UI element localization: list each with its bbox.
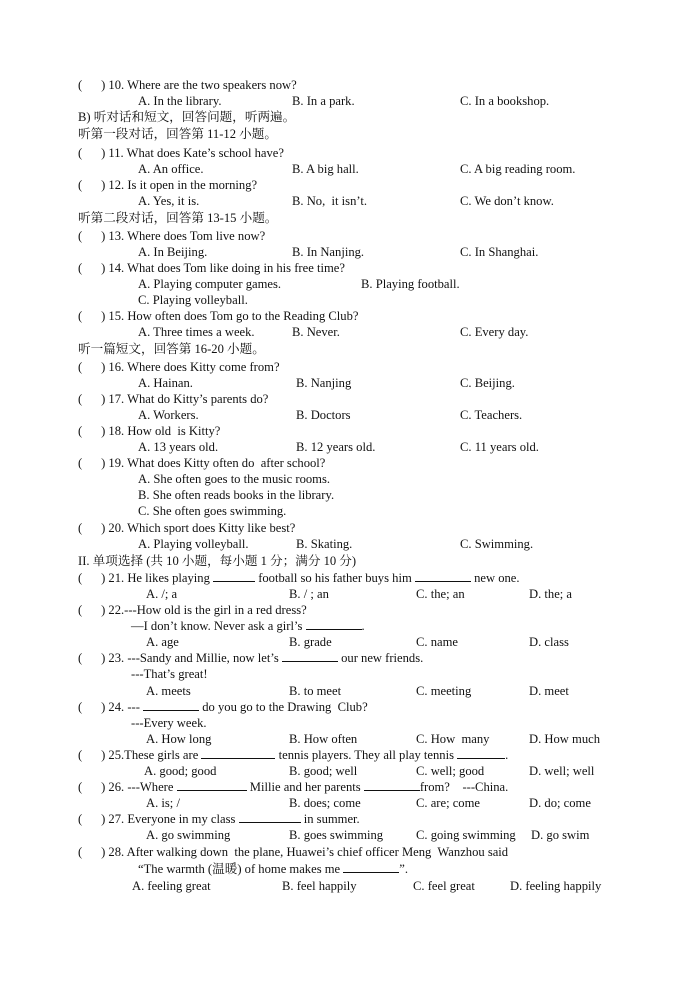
question-text: ---Sandy and Millie, now let’s: [127, 651, 279, 665]
question-text: ”.: [399, 862, 409, 876]
option-a: A. /; a: [146, 587, 178, 601]
question-23-line-2: ---That’s great!: [131, 667, 208, 681]
option-c: C. the; an: [416, 587, 465, 601]
option-d: D. well; well: [529, 764, 595, 778]
question-24-line-2: ---Every week.: [131, 716, 207, 730]
option-b: B. No, it isn’t.: [292, 194, 367, 208]
question-text: our new friends.: [341, 651, 424, 665]
question-text: After walking down the plane, Huawei’s chief officer Meng Wanzhou said: [126, 845, 509, 859]
option-c: C. feel great: [413, 879, 475, 893]
option-c: C. We don’t know.: [460, 194, 554, 208]
option-a: A. Three times a week.: [138, 325, 255, 339]
question-number: ( ) 21.: [78, 571, 125, 585]
question-text: ---: [127, 700, 140, 714]
question-28: [78, 844, 508, 860]
option-a: A. good; good: [144, 764, 217, 778]
question-text: new one.: [474, 571, 520, 585]
answer-blank: [143, 699, 199, 711]
option-d: D. meet: [529, 684, 569, 698]
question-text: What does Kate’s school have?: [126, 146, 284, 160]
question-text: Where does Tom live now?: [127, 229, 266, 243]
option-a: A. In the library.: [138, 94, 222, 108]
option-c: C. meeting: [416, 684, 472, 698]
question-text: What does Kitty often do after school?: [127, 456, 326, 470]
question-text: He likes playing: [127, 571, 210, 585]
question-text: tennis players. They all play tennis: [278, 748, 454, 762]
question-text: ---How old is the girl in a red dress?: [124, 603, 307, 617]
question-28-line-2: [138, 861, 408, 877]
answer-blank: [415, 570, 471, 582]
question-text: football so his father buys him: [258, 571, 412, 585]
option-b: B. goes swimming: [289, 828, 384, 842]
question-text: .: [361, 619, 365, 633]
question-12: [78, 177, 257, 193]
question-number: ( ) 28.: [78, 845, 125, 859]
question-number: ( ) 13.: [78, 229, 125, 243]
option-b: B. Never.: [292, 325, 340, 339]
option-a: A. 13 years old.: [138, 440, 219, 454]
option-d: D. feeling happily: [510, 879, 602, 893]
option-b: B. Playing football.: [361, 277, 460, 291]
question-20: [78, 520, 295, 536]
option-b: B. How often: [289, 732, 358, 746]
question-number: ( ) 23.: [78, 651, 125, 665]
option-a: A. meets: [146, 684, 191, 698]
question-10: [78, 77, 297, 93]
option-c: C. How many: [416, 732, 490, 746]
question-17: [78, 391, 268, 407]
question-13: [78, 228, 265, 244]
option-a: A. age: [146, 635, 179, 649]
answer-blank: [343, 861, 399, 873]
option-a: A. She often goes to the music rooms.: [138, 472, 331, 486]
question-text: “The warmth (温暖) of home makes me: [138, 862, 341, 876]
option-b: B. In a park.: [292, 94, 355, 108]
question-21: [78, 570, 520, 586]
question-text: Is it open in the morning?: [127, 178, 258, 192]
option-c: C. Swimming.: [460, 537, 534, 551]
question-22-line-2: [131, 618, 365, 634]
option-b: B. She often reads books in the library.: [138, 488, 335, 502]
question-text: —I don’t know. Never ask a girl’s: [131, 619, 303, 633]
answer-blank: [201, 747, 275, 759]
option-a: A. An office.: [138, 162, 204, 176]
answer-blank: [239, 811, 301, 823]
option-c: C. In a bookshop.: [460, 94, 550, 108]
question-text: .: [505, 748, 509, 762]
question-text: What does Tom like doing in his free time?: [127, 261, 345, 275]
answer-blank: [282, 650, 338, 662]
option-c: C. She often goes swimming.: [138, 504, 287, 518]
option-b: B. In Nanjing.: [292, 245, 365, 259]
question-number: ( ) 22.: [78, 603, 125, 617]
option-b: B. feel happily: [282, 879, 357, 893]
question-text: ---Where: [127, 780, 174, 794]
question-number: ( ) 19.: [78, 456, 125, 470]
question-23: [78, 650, 423, 666]
option-b: B. grade: [289, 635, 332, 649]
option-b: B. Doctors: [296, 408, 351, 422]
answer-blank: [457, 747, 505, 759]
option-b: B. to meet: [289, 684, 342, 698]
question-number: ( ) 17.: [78, 392, 125, 406]
question-number: ( ) 10.: [78, 78, 125, 92]
answer-blank: [306, 618, 362, 630]
option-d: D. do; come: [529, 796, 591, 810]
option-d: D. go swim: [531, 828, 590, 842]
option-c: C. are; come: [416, 796, 480, 810]
question-26: [78, 779, 508, 795]
answer-blank: [213, 570, 255, 582]
question-25: [78, 747, 508, 763]
question-text: in summer.: [303, 812, 360, 826]
option-c: C. name: [416, 635, 458, 649]
question-number: ( ) 15.: [78, 309, 125, 323]
question-text: Which sport does Kitty like best?: [127, 521, 296, 535]
question-number: ( ) 18.: [78, 424, 125, 438]
option-b: B. A big hall.: [292, 162, 359, 176]
question-27: [78, 811, 360, 827]
question-number: ( ) 26.: [78, 780, 125, 794]
question-number: ( ) 24.: [78, 700, 125, 714]
option-d: D. class: [529, 635, 569, 649]
option-a: A. go swimming: [146, 828, 231, 842]
option-a: A. is; /: [146, 796, 180, 810]
section-b-heading: B) 听对话和短文，回答问题，听两遍。: [78, 110, 296, 124]
answer-blank: [364, 779, 420, 791]
option-c: C. 11 years old.: [460, 440, 539, 454]
question-number: ( ) 25.: [78, 748, 125, 762]
option-b: B. does; come: [289, 796, 361, 810]
option-c: C. well; good: [416, 764, 485, 778]
option-c: C. Beijing.: [460, 376, 515, 390]
question-24: [78, 699, 368, 715]
question-16: [78, 359, 280, 375]
question-22: [78, 602, 307, 618]
section-ii-heading: II. 单项选择 (共 10 小题，每小题 1 分；满分 10 分): [78, 554, 357, 568]
question-number: ( ) 27.: [78, 812, 125, 826]
passage-heading: 听一篇短文，回答第 16-20 小题。: [78, 342, 265, 356]
question-number: ( ) 20.: [78, 521, 125, 535]
question-text: These girls are: [124, 748, 199, 762]
question-14: [78, 260, 345, 276]
question-text: Millie and her parents: [249, 780, 361, 794]
option-b: B. good; well: [289, 764, 358, 778]
option-c: C. In Shanghai.: [460, 245, 539, 259]
question-15: [78, 308, 358, 324]
question-number: ( ) 14.: [78, 261, 125, 275]
option-c: C. going swimming: [416, 828, 516, 842]
question-number: ( ) 11.: [78, 146, 124, 160]
question-text: What do Kitty’s parents do?: [127, 392, 269, 406]
question-number: ( ) 12.: [78, 178, 125, 192]
question-18: [78, 423, 220, 439]
option-c: C. A big reading room.: [460, 162, 576, 176]
option-a: A. Playing computer games.: [138, 277, 282, 291]
option-b: B. / ; an: [289, 587, 329, 601]
option-a: A. How long: [146, 732, 212, 746]
option-a: A. feeling great: [132, 879, 211, 893]
option-b: B. Skating.: [296, 537, 353, 551]
question-11: [78, 145, 284, 161]
question-text: How old is Kitty?: [127, 424, 221, 438]
option-b: B. Nanjing: [296, 376, 352, 390]
question-text: Where are the two speakers now?: [127, 78, 297, 92]
dialogue-2-heading: 听第二段对话，回答第 13-15 小题。: [78, 211, 278, 225]
option-c: C. Every day.: [460, 325, 529, 339]
question-number: ( ) 16.: [78, 360, 125, 374]
option-a: A. In Beijing.: [138, 245, 208, 259]
option-a: A. Workers.: [138, 408, 199, 422]
option-c: C. Teachers.: [460, 408, 523, 422]
question-19: [78, 455, 325, 471]
question-text: from? ---China.: [419, 780, 509, 794]
answer-blank: [177, 779, 247, 791]
option-d: D. the; a: [529, 587, 573, 601]
option-b: B. 12 years old.: [296, 440, 376, 454]
option-d: D. How much: [529, 732, 601, 746]
question-text: How often does Tom go to the Reading Club?: [127, 309, 359, 323]
question-text: do you go to the Drawing Club?: [202, 700, 368, 714]
option-c: C. Playing volleyball.: [138, 293, 248, 307]
option-a: A. Yes, it is.: [138, 194, 200, 208]
question-text: Everyone in my class: [127, 812, 236, 826]
dialogue-1-heading: 听第一段对话，回答第 11-12 小题。: [78, 127, 277, 141]
option-a: A. Hainan.: [138, 376, 193, 390]
question-text: Where does Kitty come from?: [127, 360, 280, 374]
option-a: A. Playing volleyball.: [138, 537, 249, 551]
